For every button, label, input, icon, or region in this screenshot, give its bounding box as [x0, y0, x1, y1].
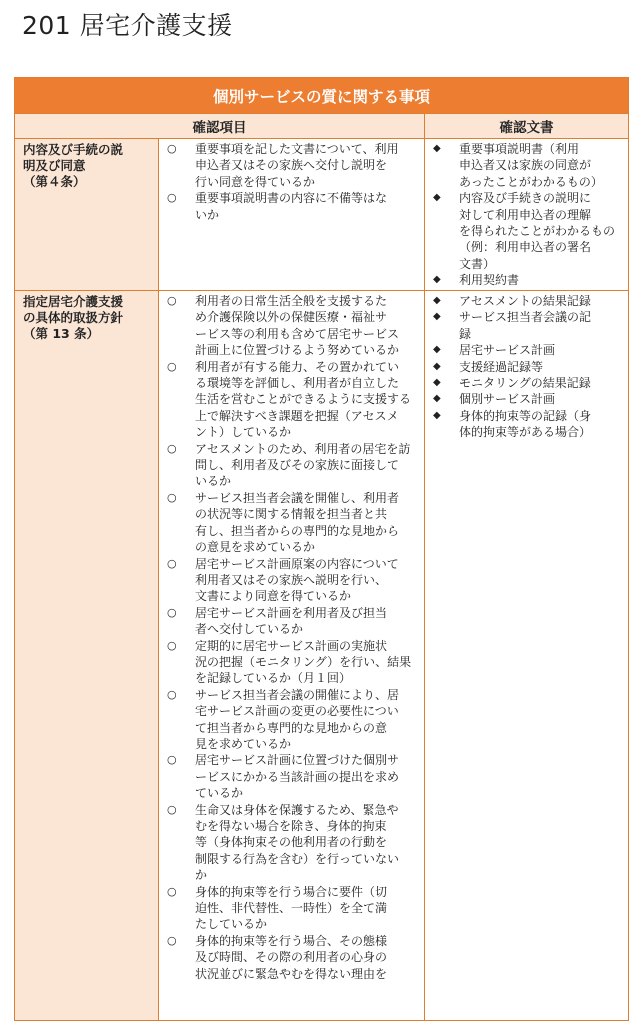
text-line: 内容及び手続きの説明に [459, 191, 592, 206]
list-marker: ◆ [433, 377, 441, 389]
text-line: いか [195, 207, 220, 222]
inspection-table [14, 77, 629, 1021]
check-item [167, 605, 418, 638]
header-check-docs: 確認文書 [425, 114, 629, 139]
entry-text [195, 933, 418, 982]
entry-text [195, 359, 418, 441]
check-item [167, 441, 418, 490]
entry-text [459, 375, 622, 391]
text-line: か [195, 868, 208, 883]
text-line: め介護保険以外の保健医療・福祉サ [195, 310, 388, 325]
section-label [15, 291, 159, 1021]
text-line: 利用契約書 [459, 273, 520, 288]
text-line: （例：利用申込者の署名 [459, 240, 592, 255]
text-line: 身体的拘束等を行う場合に要件（切 [195, 884, 388, 899]
entry-text [459, 309, 622, 342]
text-line: 個別サービス計画 [459, 392, 556, 407]
check-doc [433, 190, 622, 272]
text-line: あったことがわかるもの） [459, 174, 603, 189]
text-line: ているか [195, 786, 244, 801]
entry-text [459, 190, 622, 272]
text-line: の状況等に関する情報を担当者と共 [195, 507, 388, 522]
text-line: モニタリングの結果記録 [459, 376, 591, 391]
list-marker: ◆ [433, 295, 441, 306]
text-line: いるか [195, 474, 232, 489]
entry-text [459, 391, 622, 407]
text-line: サービス担当者会議の開催により、居 [195, 687, 400, 702]
text-line: むを得ない場合を除き、身体的拘束 [195, 819, 387, 833]
text-line: アセスメントのため、利用者の居宅を訪 [195, 441, 411, 456]
section-label-line: 指定居宅介護支援 [23, 294, 124, 309]
text-line: 居宅サービス計画原案の内容について [195, 556, 399, 571]
list-marker: ◆ [433, 344, 441, 356]
text-line: 申込者又はその家族へ交付し説明を [195, 158, 388, 173]
check-items-cell [159, 139, 425, 291]
list-marker: ○ [167, 638, 177, 652]
list-marker: ○ [167, 802, 177, 816]
list-marker: ◆ [433, 274, 441, 286]
section-label-line: （第 13 条） [23, 326, 100, 341]
text-line: 録 [459, 326, 472, 341]
list-marker: ○ [167, 294, 177, 307]
section-label-line: の具体的取扱方針 [23, 310, 124, 325]
list-marker: ◆ [433, 311, 441, 323]
list-marker: ○ [167, 490, 177, 504]
text-line: 支援経過記録等 [459, 359, 544, 374]
text-line: 居宅サービス計画を利用者及び担当 [195, 605, 388, 620]
entry-text [195, 556, 418, 605]
text-line: サービス担当者会議を開催し、利用者 [195, 490, 400, 505]
text-line: 身体的拘束等の記録（身 [459, 408, 592, 423]
check-doc [433, 359, 622, 375]
text-line: を得られたことがわかるもの [459, 224, 616, 239]
section-label-line: （第４条） [23, 174, 86, 189]
text-line: ービスにかかる当該計画の提出を求め [195, 769, 400, 784]
section-label-line: 内容及び手続の説 [23, 142, 124, 157]
check-item [167, 933, 418, 982]
check-doc [433, 293, 622, 309]
check-item [167, 884, 418, 933]
text-line: 文書） [459, 256, 496, 271]
text-line: 定期的に居宅サービス計画の実施状 [195, 638, 388, 653]
text-line: 等（身体拘束その他利用者の行動を [195, 835, 388, 850]
text-line: 身体的拘束等を行う場合、その態様 [195, 933, 388, 948]
text-line: 対して利用申込者の理解 [459, 207, 592, 222]
page-title: 201 居宅介護支援 [22, 11, 233, 40]
check-item [167, 638, 418, 687]
entry-text [195, 490, 418, 556]
text-line: る環境等を評価し、利用者が自立した [195, 376, 400, 391]
entry-text [195, 141, 418, 190]
check-item [167, 752, 418, 801]
text-line: 宅サービス計画の変更の必要性につい [195, 704, 399, 719]
text-line: 有し、担当者からの専門的な見地から [195, 523, 400, 538]
check-item [167, 190, 418, 223]
list-marker: ○ [167, 556, 177, 570]
text-line: ント）しているか [195, 425, 292, 440]
text-line: を記録しているか（月１回） [195, 671, 352, 686]
entry-text [195, 884, 418, 933]
text-line: 問し、利用者及びその家族に面接して [195, 458, 400, 473]
entry-text [195, 687, 418, 753]
header-check-items: 確認項目 [15, 114, 425, 139]
section-label [15, 139, 159, 291]
entry-text [195, 605, 418, 638]
list-marker: ○ [167, 191, 177, 205]
text-line: の意見を求めているか [195, 540, 316, 555]
entry-text [459, 141, 622, 190]
list-marker: ○ [167, 359, 177, 373]
text-line: 居宅サービス計画に位置づけた個別サ [195, 753, 400, 768]
list-marker: ○ [167, 884, 177, 898]
check-item [167, 687, 418, 753]
text-line: 居宅サービス計画 [459, 343, 556, 358]
text-line: 状況並びに緊急やむを得ない理由を [195, 966, 388, 981]
list-marker: ◆ [433, 360, 441, 372]
check-doc [433, 342, 622, 358]
check-item [167, 293, 418, 359]
list-marker: ◆ [433, 192, 441, 204]
list-marker: ◆ [433, 409, 441, 421]
entry-text [195, 802, 418, 884]
text-line: 見を求めているか [195, 736, 292, 751]
text-line: 迫性、非代替性、一時性）を全て満 [195, 901, 388, 916]
text-line: 利用者が有する能力、その置かれてい [195, 359, 400, 374]
text-line: たしているか [195, 917, 268, 932]
text-line: 重要事項説明書（利用 [459, 142, 580, 156]
check-doc [433, 375, 622, 391]
text-line: 計画上に位置づけるよう努めているか [195, 343, 400, 358]
table-banner: 個別サービスの質に関する事項 [15, 78, 629, 114]
text-line: 者へ交付しているか [195, 622, 304, 637]
section-label-line: 明及び同意 [23, 158, 86, 173]
check-doc [433, 391, 622, 407]
check-doc [433, 408, 622, 441]
check-item [167, 802, 418, 884]
entry-text [459, 342, 622, 358]
check-doc [433, 272, 622, 288]
list-marker: ○ [167, 441, 177, 455]
entry-text [195, 190, 418, 223]
text-line: 制限する行為を含む）を行っていない [195, 851, 400, 866]
check-items-cell [159, 291, 425, 1021]
check-item [167, 141, 418, 190]
text-line: 況の把握（モニタリング）を行い、結果 [195, 654, 412, 669]
list-marker: ○ [167, 142, 177, 155]
text-line: 申込者又は家族の同意が [459, 158, 592, 173]
check-doc [433, 309, 622, 342]
check-docs-cell [425, 139, 629, 291]
list-marker: ○ [167, 605, 177, 619]
check-item [167, 556, 418, 605]
text-line: 体的拘束等がある場合） [459, 425, 592, 440]
text-line: 及び時間、その際の利用者の心身の [195, 950, 388, 965]
text-line: 文書により同意を得ているか [195, 589, 352, 604]
text-line: 生活を営むことができるように支援する [195, 392, 412, 407]
check-item [167, 490, 418, 556]
entry-text [459, 408, 622, 441]
text-line: アセスメントの結果記録 [459, 294, 591, 308]
text-line: サービス担当者会議の記 [459, 310, 592, 325]
list-marker: ◆ [433, 143, 441, 154]
text-line: 生命又は身体を保護するため、緊急や [195, 802, 399, 817]
entry-text [459, 293, 622, 309]
text-line: 重要事項を記した文書について、利用 [195, 142, 399, 156]
list-marker: ○ [167, 687, 177, 701]
text-line: 利用者の日常生活全般を支援するた [195, 294, 388, 308]
list-marker: ○ [167, 933, 177, 947]
check-doc [433, 141, 622, 190]
entry-text [459, 272, 622, 288]
text-line: ービス等の利用も含めて居宅サービス [195, 326, 400, 341]
text-line: て担当者から専門的な見地からの意 [195, 720, 388, 735]
text-line: 行い同意を得ているか [195, 174, 316, 189]
entry-text [195, 441, 418, 490]
text-line: 上で解決すべき課題を把握（アセスメ [195, 408, 399, 423]
list-marker: ◆ [433, 393, 441, 405]
check-item [167, 359, 418, 441]
entry-text [195, 638, 418, 687]
entry-text [195, 293, 418, 359]
text-line: 重要事項説明書の内容に不備等はな [195, 191, 388, 206]
entry-text [459, 359, 622, 375]
list-marker: ○ [167, 753, 177, 767]
entry-text [195, 752, 418, 801]
check-docs-cell [425, 291, 629, 1021]
text-line: 利用者又はその家族へ説明を行い、 [195, 572, 388, 587]
